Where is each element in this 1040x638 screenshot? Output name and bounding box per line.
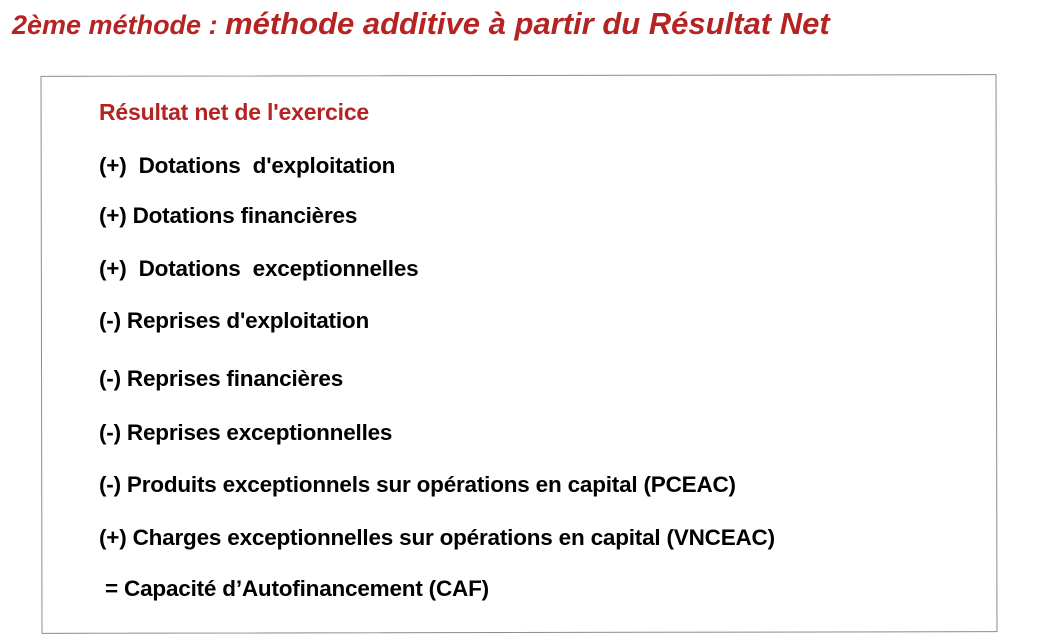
- line-dotations-financieres: (+) Dotations financières: [99, 203, 358, 228]
- line-dotations-exceptionnelles: (+) Dotations exceptionnelles: [99, 256, 419, 281]
- line-reprises-exploitation: (-) Reprises d'exploitation: [99, 308, 369, 333]
- line-dotations-exploitation: (+) Dotations d'exploitation: [99, 153, 396, 178]
- line-produits-exceptionnels: (-) Produits exceptionnels sur opérations en capital (PCEAC): [99, 472, 736, 497]
- line-caf: = Capacité d’Autofinancement (CAF): [99, 576, 489, 601]
- line-charges-exceptionnelles: (+) Charges exceptionnelles sur opérations en capital (VNCEAC): [99, 525, 775, 550]
- box-heading: Résultat net de l'exercice: [99, 99, 370, 125]
- line-reprises-exceptionnelles: (-) Reprises exceptionnelles: [99, 420, 393, 445]
- slide-title-main: méthode additive à partir du Résultat Net: [225, 6, 830, 41]
- slide-title: [12, 2, 830, 47]
- line-reprises-financieres: (-) Reprises financières: [99, 366, 344, 391]
- slide-title-prefix: 2ème méthode :: [12, 10, 226, 40]
